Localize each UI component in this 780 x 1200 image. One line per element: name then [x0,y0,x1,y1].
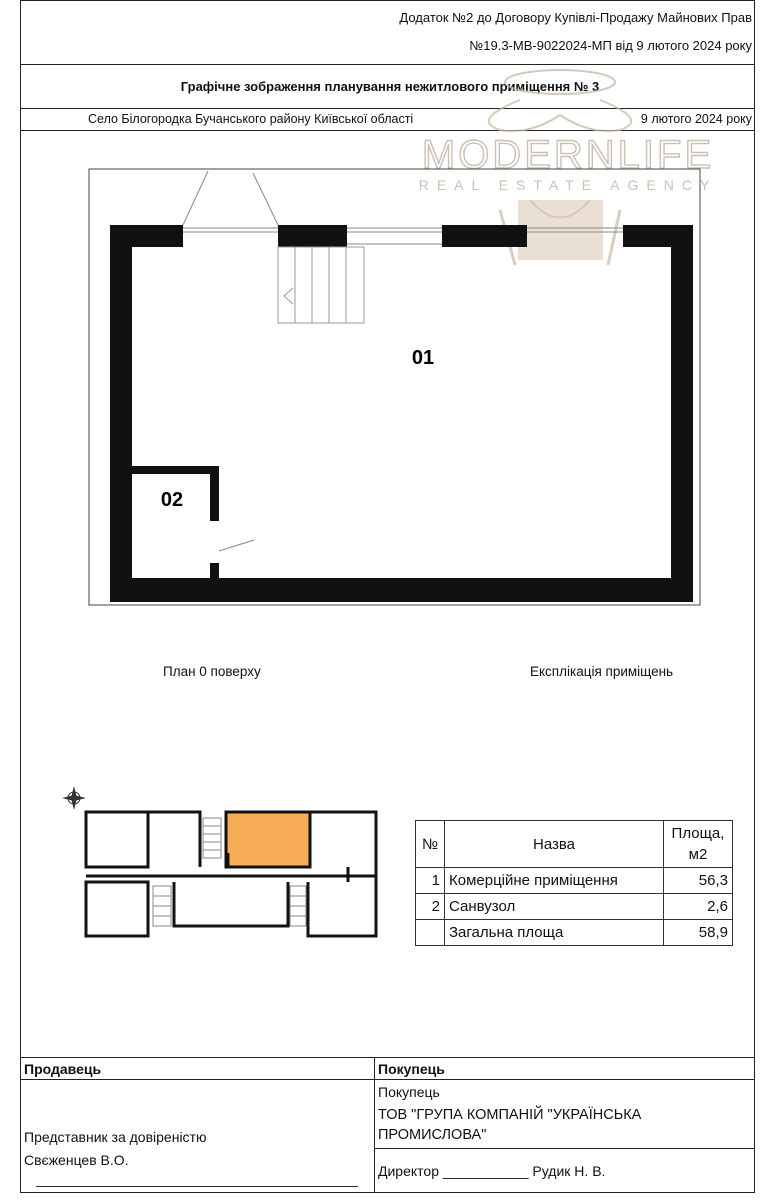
row-area: 56,3 [664,868,733,894]
explication-table [415,820,733,946]
explication-title: Експлікація приміщень [530,664,674,679]
total-empty [416,920,445,946]
table-row [416,868,733,894]
stairs [278,247,364,323]
key-plan [58,786,383,942]
floor-plan [88,168,702,608]
seller-signature-line [36,1186,358,1187]
director-label: Директор [378,1163,439,1179]
row-name: Комерційне приміщення [445,868,664,894]
row-no: 1 [416,868,445,894]
seller-header: Продавець [24,1061,102,1077]
total-label: Загальна площа [445,920,664,946]
watermark-brand: MODERNLIFE [421,133,715,177]
header-area [664,821,733,868]
table-total-row [416,920,733,946]
contract-number-line: №19.3-МВ-9022024-МП від 9 лютого 2024 року [469,38,752,53]
row-no: 2 [416,894,445,920]
buyer-company-line2: ПРОМИСЛОВА" [378,1127,487,1143]
compass-icon [62,786,86,810]
director-name: Рудик Н. В. [532,1163,606,1179]
seller-rep-label: Представник за довіреністю [24,1129,207,1145]
header-name: Назва [445,821,664,868]
table-header-row [416,821,733,868]
date-text: 9 лютого 2024 року [640,112,752,126]
table-row [416,894,733,920]
seller-rep-name: Свєженцев В.О. [24,1152,129,1168]
director-line [378,1163,605,1179]
buyer-header: Покупець [378,1061,445,1077]
divider [20,1079,755,1080]
director-signature-blank: ___________ [442,1163,529,1179]
buyer-company-line1: ТОВ "ГРУПА КОМПАНІЙ "УКРАЇНСЬКА [378,1107,642,1123]
plan-caption: План 0 поверху [163,664,261,679]
document-title: Графічне зображення планування нежитлового приміщення № 3 [180,79,600,94]
row-area: 2,6 [664,894,733,920]
plan-walls [110,225,693,602]
divider [374,1148,755,1149]
divider [20,1057,755,1058]
annex-line: Додаток №2 до Договору Купівлі-Продажу Майнових Прав [399,10,752,25]
plan-openings [183,171,623,551]
header-area-line2: м2 [688,846,708,863]
watermark-tagline: REAL ESTATE AGENCY [418,177,718,193]
room-02-label: 02 [160,489,184,511]
buyer-label: Покупець [378,1084,440,1100]
location-text: Село Білогородка Бучанського району Київської області [88,112,414,126]
total-area: 58,9 [664,920,733,946]
room-01-label: 01 [411,347,435,369]
header-area-line1: Площа, [671,825,725,842]
row-name: Санвузол [445,894,664,920]
highlighted-unit [226,812,310,867]
header-no: № [416,821,445,868]
column-divider [374,1057,375,1193]
